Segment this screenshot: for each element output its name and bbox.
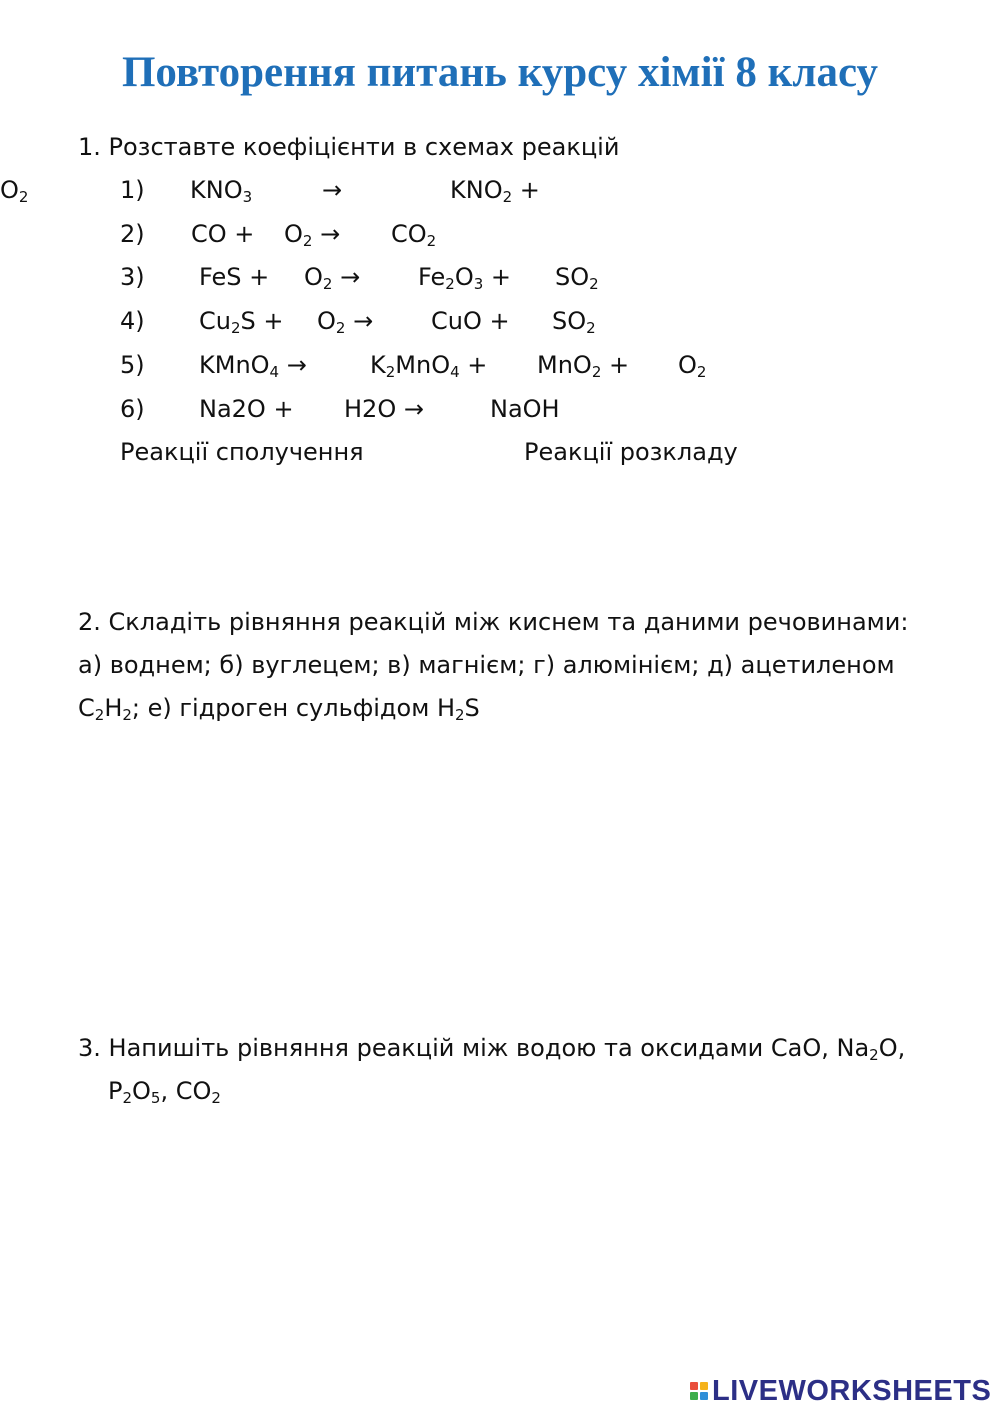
logo-text: LIVEWORKSHEETS — [712, 1374, 992, 1407]
reaction-term: $SO_2$ — [555, 263, 599, 293]
reaction-term: $KNO_3$ — [190, 176, 253, 206]
reaction-term: $O_2$ → — [317, 307, 374, 337]
logo-square-2 — [700, 1382, 708, 1390]
reaction-term: $Cu_2S$ + — [199, 307, 284, 337]
reaction-term: $O_2$ — [678, 351, 707, 381]
task2-line2: а) воднем; б) вуглецем; в) магнієм; г) алюмінієм; д) ацетиленом — [78, 651, 895, 679]
task2-line1: 2. Складіть рівняння реакцій між киснем та даними речовинами: — [78, 608, 909, 636]
reaction-term: CO + — [191, 220, 255, 248]
reaction-term: MnO$_2$ + — [537, 351, 630, 381]
reaction-term: FeS + — [199, 263, 270, 291]
reaction-term: CuO + — [431, 307, 510, 335]
logo-square-3 — [690, 1392, 698, 1400]
reaction-term: NaOH — [490, 395, 560, 423]
reaction-number: 3) — [120, 263, 145, 291]
logo-square-1 — [690, 1382, 698, 1390]
logo-square-4 — [700, 1392, 708, 1400]
reaction-number: 4) — [120, 307, 145, 335]
reaction-term: Na2O + — [199, 395, 294, 423]
reaction-term: $O_2$ → — [304, 263, 361, 293]
reaction-term: $O_2$ → — [284, 220, 341, 250]
task2-line3: $C_2H_2$; е) гідроген сульфідом $H_2S$ — [78, 694, 480, 724]
reaction-term: $CO_2$ — [391, 220, 437, 250]
reaction-number: 6) — [120, 395, 145, 423]
reaction-term: $SO_2$ — [552, 307, 596, 337]
reaction-number: 1) — [120, 176, 145, 204]
reaction-term: $O_2$ — [0, 176, 29, 206]
reaction-term: KMnO$_4$ → — [199, 351, 307, 381]
task3-line2: $P_2O_5$, $CO_2$ — [108, 1077, 221, 1107]
task3-line1: 3. Напишіть рівняння реакцій між водою та оксидами CaO, $Na_2O$, — [78, 1034, 906, 1064]
logo-mark-icon — [690, 1382, 708, 1400]
reaction-number: 2) — [120, 220, 145, 248]
category-combination-label: Реакції сполучення — [120, 438, 364, 466]
liveworksheets-logo — [690, 1376, 991, 1406]
reaction-term: → — [322, 176, 343, 204]
task1-heading: 1. Розставте коефіцієнти в схемах реакцій — [78, 133, 620, 161]
category-decomposition-label: Реакції розкладу — [524, 438, 738, 466]
reaction-term: $Fe_2O_3$ + — [418, 263, 511, 293]
reaction-number: 5) — [120, 351, 145, 379]
reaction-term: $K_2MnO_4$ + — [370, 351, 488, 381]
reaction-term: H2O → — [344, 395, 424, 423]
reaction-term: $KNO_2$ + — [450, 176, 540, 206]
page-title: Повторення питань курсу хімії 8 класу — [121, 49, 878, 96]
